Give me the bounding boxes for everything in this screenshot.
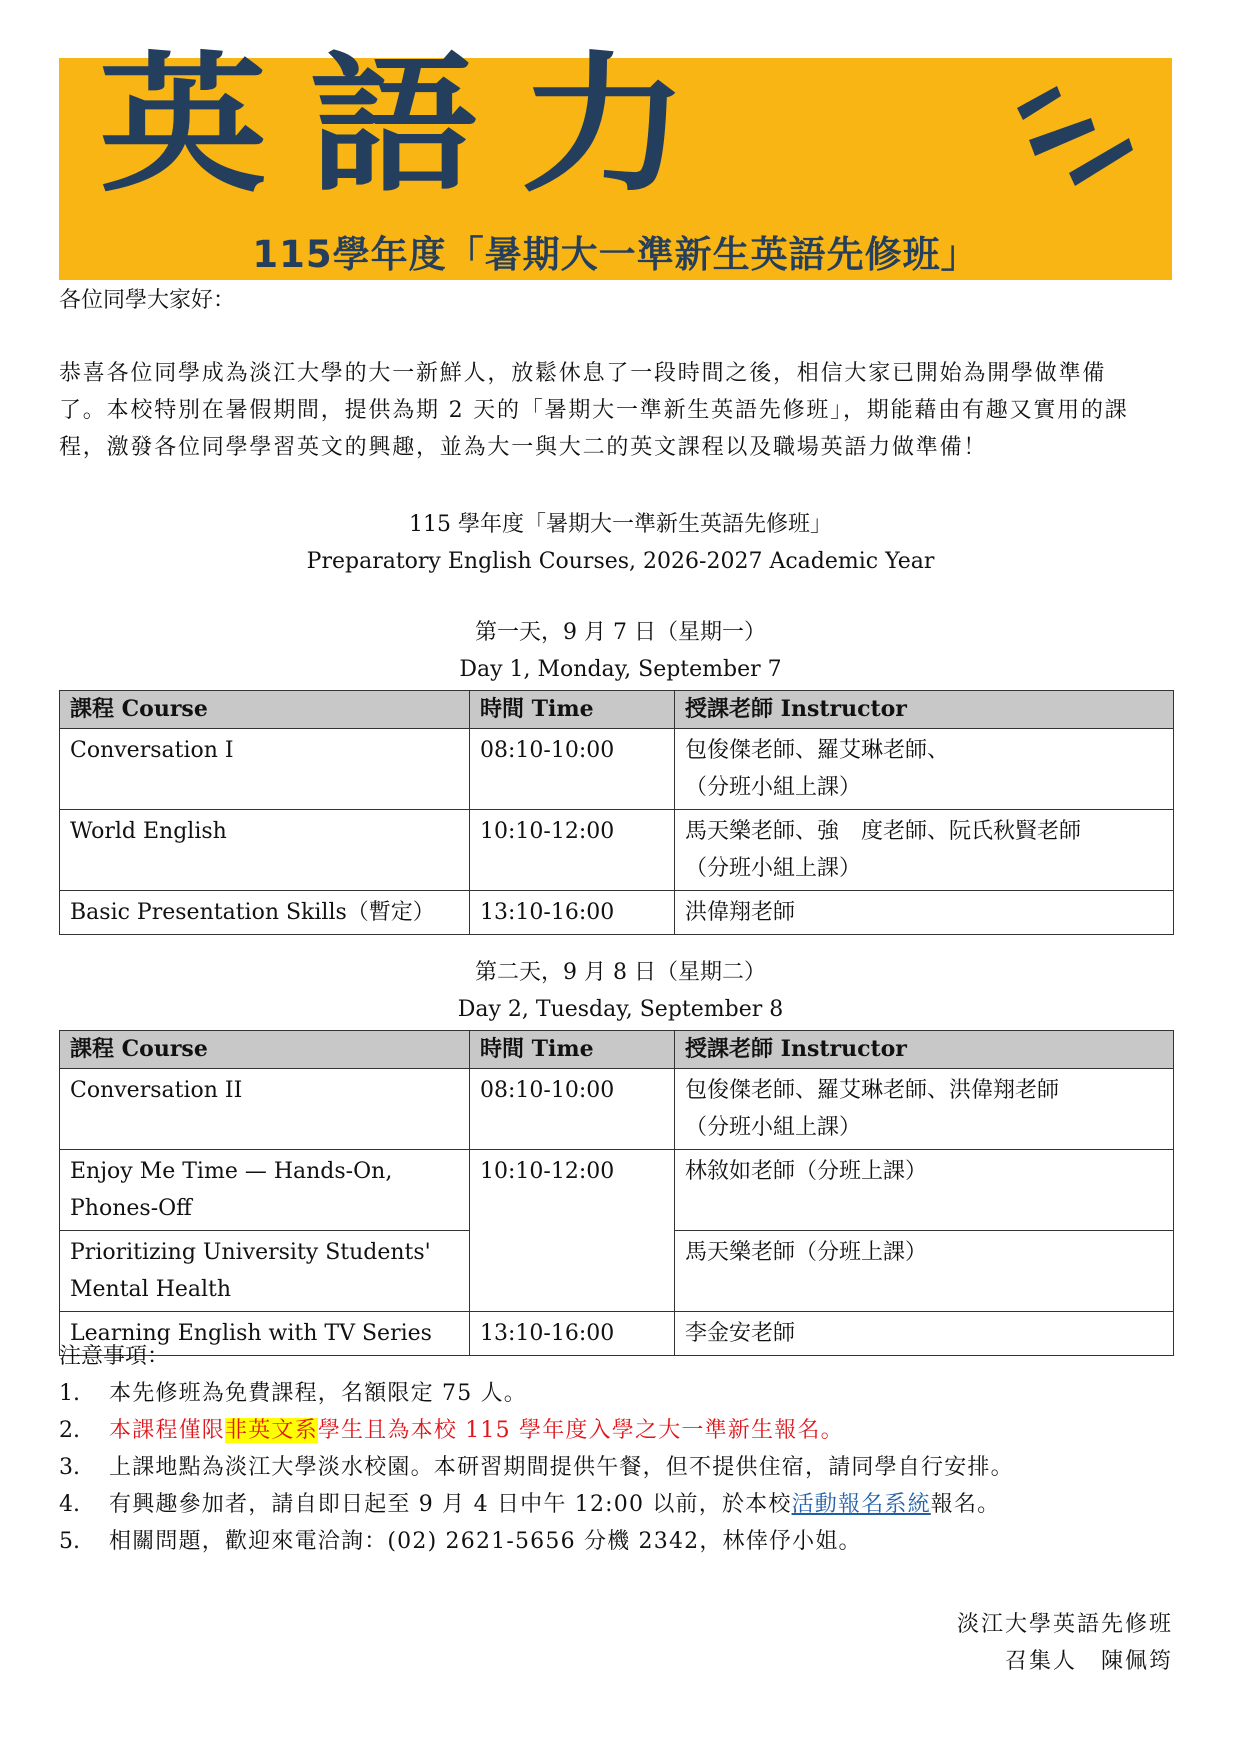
note-number: 1. xyxy=(59,1381,80,1406)
banner-subtitle: 115學年度「暑期大一準新生英語先修班」 xyxy=(252,233,979,276)
table-header-row xyxy=(60,1031,1174,1069)
note-number: 3. xyxy=(59,1455,80,1480)
signature-org: 淡江大學英語先修班 xyxy=(956,1612,1173,1637)
instructor-cell: 林敘如老師（分班上課） xyxy=(675,1150,1174,1231)
course-cell: Conversation I xyxy=(60,729,470,810)
instructor-name: 包俊傑老師、羅艾琳老師、洪偉翔老師 xyxy=(685,1078,1060,1103)
day2-heading-zh: 第二天，9 月 8 日（星期二） xyxy=(475,960,766,985)
header-course: 課程 Course xyxy=(60,1031,470,1069)
instructor-cell xyxy=(675,1069,1174,1150)
header-instructor: 授課老師 Instructor xyxy=(675,1031,1174,1069)
instructor-note: （分班小組上課） xyxy=(685,1115,862,1140)
intro-line: 程，激發各位同學學習英文的興趣，並為大一與大二的英文課程以及職場英語力做準備！ xyxy=(59,435,988,460)
note-text: 上課地點為淡江大學淡水校園。本研習期間提供午餐，但不提供住宿，請同學自行安排。 xyxy=(109,1455,1014,1480)
course-cell: Conversation II xyxy=(60,1069,470,1150)
intro-line: 了。本校特別在暑假期間，提供為期 2 天的「暑期大一準新生英語先修班」，期能藉由有趣又實用的課 xyxy=(59,398,1129,423)
table-row xyxy=(60,1069,1174,1150)
brush-stroke-marks xyxy=(999,78,1149,198)
registration-system-link[interactable]: 活動報名系統 xyxy=(791,1492,931,1517)
time-cell: 13:10-16:00 xyxy=(470,1312,675,1356)
highlighted-text: 非英文系 xyxy=(225,1418,318,1443)
table-row xyxy=(60,1150,1174,1231)
note-text: 本先修班為免費課程，名額限定 75 人。 xyxy=(109,1381,527,1406)
table-row xyxy=(60,810,1174,891)
day2-heading-en: Day 2, Tuesday, September 8 xyxy=(457,997,784,1022)
instructor-cell xyxy=(675,729,1174,810)
time-cell: 13:10-16:00 xyxy=(470,891,675,935)
header-banner xyxy=(59,37,1172,280)
table-row xyxy=(60,891,1174,935)
intro-paragraph xyxy=(59,355,1179,466)
table-row xyxy=(60,729,1174,810)
greeting: 各位同學大家好： xyxy=(59,288,236,313)
note-number: 5. xyxy=(59,1529,80,1554)
note-text-part: 學生且為本校 115 學年度入學之大一準新生報名。 xyxy=(317,1418,844,1443)
instructor-cell: 洪偉翔老師 xyxy=(675,891,1174,935)
signature-convener: 召集人 陳佩筠 xyxy=(1004,1649,1173,1674)
course-cell: Enjoy Me Time — Hands-On, Phones-Off xyxy=(60,1150,470,1231)
instructor-cell xyxy=(675,810,1174,891)
course-cell: Prioritizing University Students' Mental Health xyxy=(60,1231,470,1312)
header-time: 時間 Time xyxy=(470,691,675,729)
time-cell: 10:10-12:00 xyxy=(470,1150,675,1312)
instructor-note: （分班小組上課） xyxy=(685,775,862,800)
note-number: 2. xyxy=(59,1418,80,1443)
note-text-part: 有興趣參加者，請自即日起至 9 月 4 日中午 12:00 以前，於本校 xyxy=(109,1492,792,1517)
program-title-en: Preparatory English Courses, 2026-2027 Academic Year xyxy=(306,549,935,574)
note-number: 4. xyxy=(59,1492,80,1517)
time-cell: 08:10-10:00 xyxy=(470,729,675,810)
course-cell: World English xyxy=(60,810,470,891)
course-cell: Basic Presentation Skills（暫定） xyxy=(60,891,470,935)
note-text-part: 本課程僅限 xyxy=(109,1418,226,1443)
header-time: 時間 Time xyxy=(470,1031,675,1069)
day2-schedule-table xyxy=(59,1030,1174,1356)
program-title-zh: 115 學年度「暑期大一準新生英語先修班」 xyxy=(409,512,832,537)
instructor-cell: 馬天樂老師（分班上課） xyxy=(675,1231,1174,1312)
table-row xyxy=(60,1312,1174,1356)
day1-schedule-table xyxy=(59,690,1174,935)
intro-line: 恭喜各位同學成為淡江大學的大一新鮮人，放鬆休息了一段時間之後，相信大家已開始為開學做準備 xyxy=(59,361,1107,386)
header-instructor: 授課老師 Instructor xyxy=(675,691,1174,729)
instructor-note: （分班小組上課） xyxy=(685,856,862,881)
instructor-name: 馬天樂老師、強 度老師、阮氏秋賢老師 xyxy=(685,819,1082,844)
note-text: 相關問題，歡迎來電洽詢：(02) 2621-5656 分機 2342，林倖伃小姐。 xyxy=(109,1529,862,1554)
banner-logo-text: 英語力 xyxy=(99,37,731,213)
instructor-name: 包俊傑老師、羅艾琳老師、 xyxy=(685,738,950,763)
note-text-part: 報名。 xyxy=(930,1492,1001,1517)
note-text xyxy=(109,1412,844,1449)
table-header-row xyxy=(60,691,1174,729)
time-cell: 08:10-10:00 xyxy=(470,1069,675,1150)
header-course: 課程 Course xyxy=(60,691,470,729)
notes-title: 注意事項： xyxy=(59,1344,170,1369)
course-cell: Learning English with TV Series xyxy=(60,1312,470,1356)
day1-heading-zh: 第一天，9 月 7 日（星期一） xyxy=(475,620,766,645)
day1-heading-en: Day 1, Monday, September 7 xyxy=(459,657,782,682)
instructor-cell: 李金安老師 xyxy=(675,1312,1174,1356)
time-cell: 10:10-12:00 xyxy=(470,810,675,891)
note-text xyxy=(109,1486,1000,1523)
